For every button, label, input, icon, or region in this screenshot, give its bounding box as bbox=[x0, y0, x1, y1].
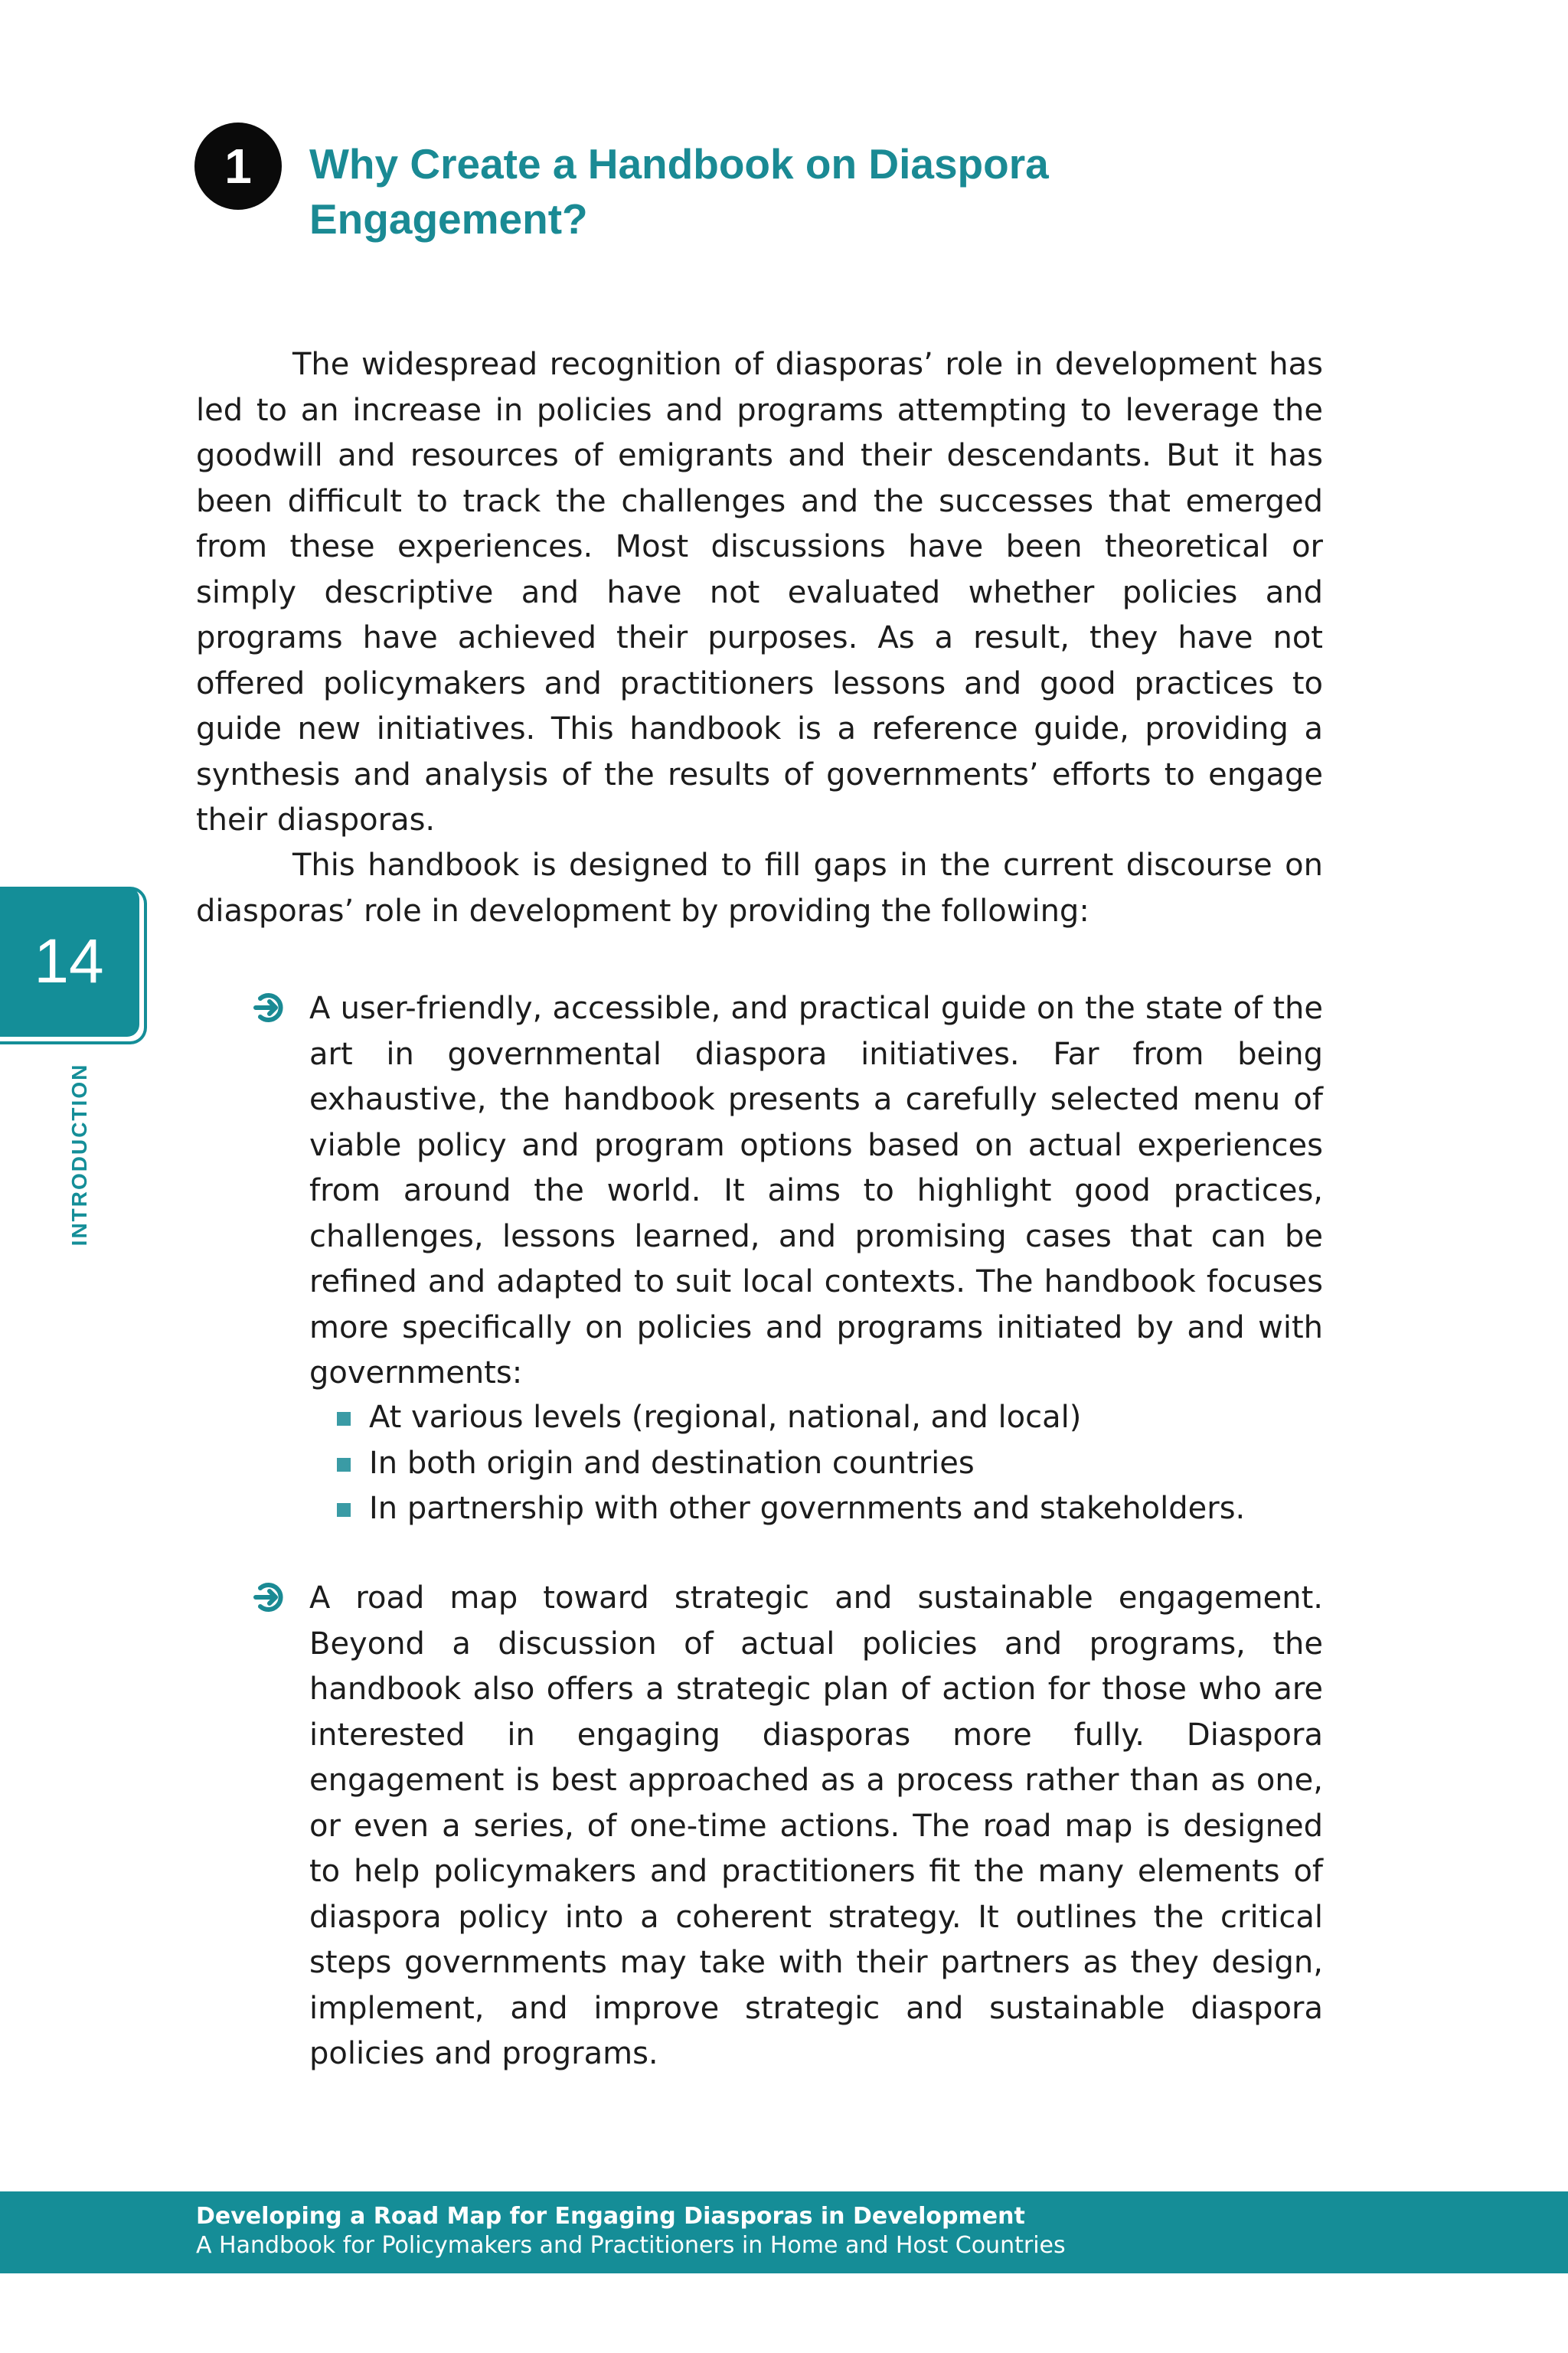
lead-paragraph-text: This handbook is designed to fill gaps in the current discourse on diasporas’ role in development by providing the following: bbox=[196, 848, 1323, 929]
intro-paragraph-text: The widespread recognition of diasporas’ role in development has led to an increase in policies and programs attempting to leverage the goodwill and resources of emigrants and their descendants. But it has been difficult to track the challenges and the successes that emerged from these experiences. Most discussions have been theoretical or simply descriptive and have not evaluated whether policies and programs have achieved their purposes. As a result, they have not offered policymakers and practitioners lessons and good practices to guide new initiatives. This handbook is a reference guide, providing a synthesis and analysis of the results of governments’ efforts to engage their diasporas. bbox=[196, 347, 1323, 838]
footer-bar bbox=[0, 2191, 1568, 2273]
circle-arrow-icon bbox=[253, 1579, 289, 1616]
intro-paragraph bbox=[196, 342, 1323, 844]
bullet-item-road-map: A road map toward strategic and sustainable engagement. Beyond a discussion of actual policies and programs, the handbook also offers a strategic plan of action for those who are interested in engaging diasporas more fully. Diaspora engagement is best approached as a process rather than as one, or even a series, of one-time actions. The road map is designed to help policymakers and practitioners fit the many elements of diaspora policy into a coherent strategy. It outlines the critical steps governments may take with their partners as they design, implement, and improve strategic and sustainable diaspora policies and programs. bbox=[309, 1580, 1323, 2071]
square-bullet-icon bbox=[337, 1412, 351, 1426]
sub-bullet-item bbox=[337, 1441, 1332, 1487]
square-bullet-icon bbox=[337, 1503, 351, 1517]
lead-paragraph bbox=[196, 843, 1323, 934]
bullet-item-guide: A user-friendly, accessible, and practical guide on the state of the art in governmental diaspora initiatives. Far from being exhaustive, the handbook presents a carefully selected menu of viable policy and program options based on actual experiences from around the world. It aims to highlight good practices, challenges, lessons learned, and promising cases that can be refined and adapted to suit local contexts. The handbook focuses more specifically on policies and programs initiated by and with governments: bbox=[309, 991, 1323, 1391]
sub-bullet-text: In both origin and destination countries bbox=[369, 1445, 975, 1481]
circle-arrow-icon bbox=[253, 989, 289, 1026]
page-title: Why Create a Handbook on Diaspora Engagement? bbox=[309, 140, 1049, 243]
square-bullet-icon bbox=[337, 1458, 351, 1472]
sub-bullet-list bbox=[337, 1395, 1332, 1532]
sub-bullet-item bbox=[337, 1395, 1332, 1441]
sub-bullet-text: In partnership with other governments and stakeholders. bbox=[369, 1491, 1246, 1526]
section-number-badge bbox=[194, 123, 282, 210]
chapter-side-label: INTRODUCTION bbox=[67, 1063, 91, 1247]
page-number: 14 bbox=[34, 926, 104, 996]
sub-bullet-item bbox=[337, 1486, 1332, 1532]
sub-bullet-text: At various levels (regional, national, and local) bbox=[369, 1400, 1082, 1435]
footer-book-subtitle: A Handbook for Policymakers and Practitioners in Home and Host Countries bbox=[196, 2232, 1066, 2259]
section-number: 1 bbox=[224, 139, 252, 194]
footer-book-title: Developing a Road Map for Engaging Diasporas in Development bbox=[196, 2203, 1025, 2230]
